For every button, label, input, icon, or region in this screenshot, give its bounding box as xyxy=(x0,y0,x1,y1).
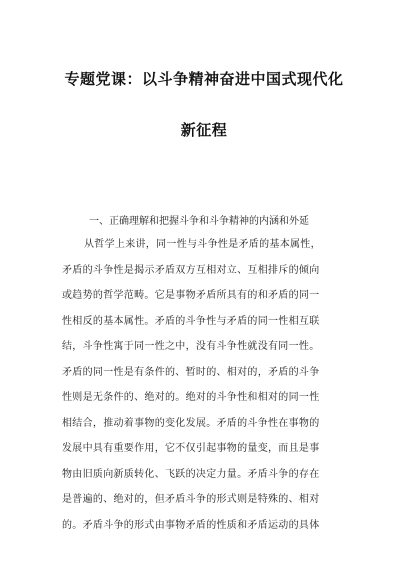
body-line: 矛盾的同一性是有条件的、暂时的、相对的，矛盾的斗争 xyxy=(62,366,320,378)
body-line: 结，斗争性寓于同一性之中，没有斗争性就没有同一性。 xyxy=(62,341,320,352)
body-line: 的。矛盾斗争的形式由事物矛盾的性质和矛盾运动的具体 xyxy=(62,519,320,531)
body-line: 性相反的基本属性。矛盾的斗争性与矛盾的同一性相互联 xyxy=(62,315,320,327)
document-title-line-1: 专题党课：以斗争精神奋进中国式现代化 xyxy=(64,70,344,88)
body-line: 相结合，推动着事物的变化发展。矛盾的斗争性在事物的 xyxy=(62,417,320,429)
body-line: 从哲学上来讲，同一性与斗争性是矛盾的基本属性， xyxy=(84,239,321,250)
section-heading: 一、正确理解和把握斗争和斗争精神的内涵和外延 xyxy=(89,216,309,227)
body-line: 是普遍的、绝对的，但矛盾斗争的形式则是特殊的、相对 xyxy=(62,494,320,505)
body-paragraph xyxy=(62,232,348,538)
body-line: 矛盾的斗争性是揭示矛盾双方互相对立、互相排斥的倾向 xyxy=(62,264,320,276)
body-line: 物由旧质向新质转化、飞跃的决定力量。矛盾斗争的存在 xyxy=(62,468,320,480)
body-line: 发展中具有重要作用，它不仅引起事物的量变，而且是事 xyxy=(62,443,320,454)
body-line: 或趋势的哲学范畴。它是事物矛盾所具有的和矛盾的同一 xyxy=(62,290,320,301)
document-title-line-2: 新征程 xyxy=(180,121,228,139)
body-line: 性则是无条件的、绝对的。绝对的斗争性和相对的同一性 xyxy=(62,392,320,403)
